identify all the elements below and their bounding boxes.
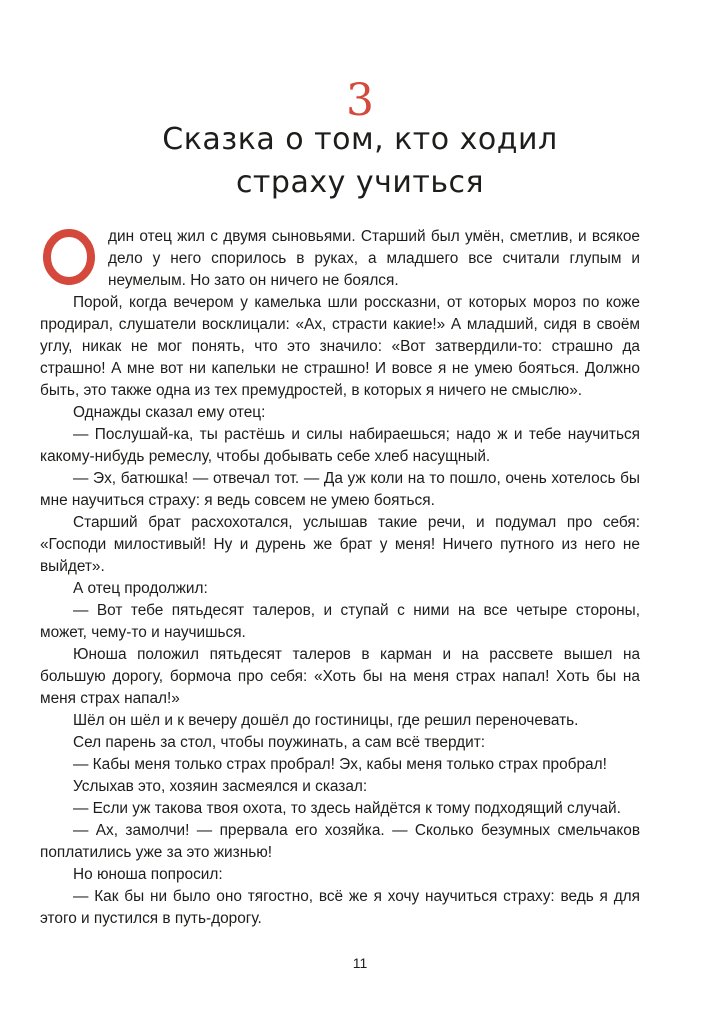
paragraph: Но юноша попросил: xyxy=(73,866,223,883)
paragraph: — Как бы ни было оно тягостно, всё же я хочу научиться страху: ведь я для этого и пустился в путь-дорогу. xyxy=(40,888,640,927)
paragraph: — Вот тебе пятьдесят талеров, и ступай с ними на все четыре стороны, может, чему-то и научишься. xyxy=(40,602,640,641)
paragraph: Сел парень за стол, чтобы поужинать, а сам всё твердит: xyxy=(73,734,486,751)
paragraph xyxy=(40,226,640,292)
chapter-title-line-1: Сказка о том, кто ходил xyxy=(162,122,558,157)
drop-cap-o-icon xyxy=(40,228,98,286)
paragraph: Услыхав это, хозяин засмеялся и сказал: xyxy=(73,778,368,795)
paragraph: Однажды сказал ему отец: xyxy=(73,404,266,421)
paragraph: — Кабы меня только страх пробрал! Эх, кабы меня только страх пробрал! xyxy=(73,756,607,773)
paragraph: — Эх, батюшка! — отвечал тот. — Да уж коли на то пошло, очень хотелось бы мне научиться страху: я ведь совсем не умею бояться. xyxy=(40,470,640,509)
paragraph: — Если уж такова твоя охота, то здесь найдётся к тому подходящий случай. xyxy=(73,800,621,817)
paragraph: А отец продолжил: xyxy=(73,580,208,597)
page-number: 11 xyxy=(352,955,368,971)
paragraph: — Послушай-ка, ты растёшь и силы набираешься; надо ж и тебе научиться какому-нибудь ремеслу, чтобы добывать себе хлеб насущный. xyxy=(40,426,640,465)
first-paragraph-text: дин отец жил с двумя сыновьями. Старший был умён, сметлив, и всякое дело у него спорилось в руках, а младшего все считали глупым и неумелым. Но зато он ничего не боялся. xyxy=(108,228,640,289)
paragraph: Шёл он шёл и к вечеру дошёл до гостиницы, где решил переночевать. xyxy=(73,712,579,729)
story-text xyxy=(40,226,640,930)
chapter-title xyxy=(0,118,720,204)
chapter-title-line-2: страху учиться xyxy=(235,165,485,200)
chapter-number: 3 xyxy=(346,75,374,126)
paragraph: Порой, когда вечером у камелька шли россказни, от которых мороз по коже продирал, слушатели восклицали: «Ах, страсти какие!» А младший, сидя в своём углу, никак не мог понять, что это значило: «Вот затвердили-то: страшно да страшно! А мне вот ни капельки не страшно! И вовсе я не умею бояться. Должно быть, это также одна из тех премудростей, в которых я ничего не смыслю». xyxy=(40,294,640,399)
paragraph: — Ах, замолчи! — прервала его хозяйка. — Сколько безумных смельчаков поплатились уже за это жизнью! xyxy=(40,822,640,861)
paragraph: Юноша положил пятьдесят талеров в карман и на рассвете вышел на большую дорогу, бормоча про себя: «Хоть бы на меня страх напал! Хоть бы на меня страх напал!» xyxy=(40,646,640,707)
drop-cap-letter xyxy=(40,228,98,286)
paragraph: Старший брат расхохотался, услышав такие речи, и подумал про себя: «Господи милостивый! Ну и дурень же брат у меня! Ничего путного из него не выйдет». xyxy=(40,514,640,575)
